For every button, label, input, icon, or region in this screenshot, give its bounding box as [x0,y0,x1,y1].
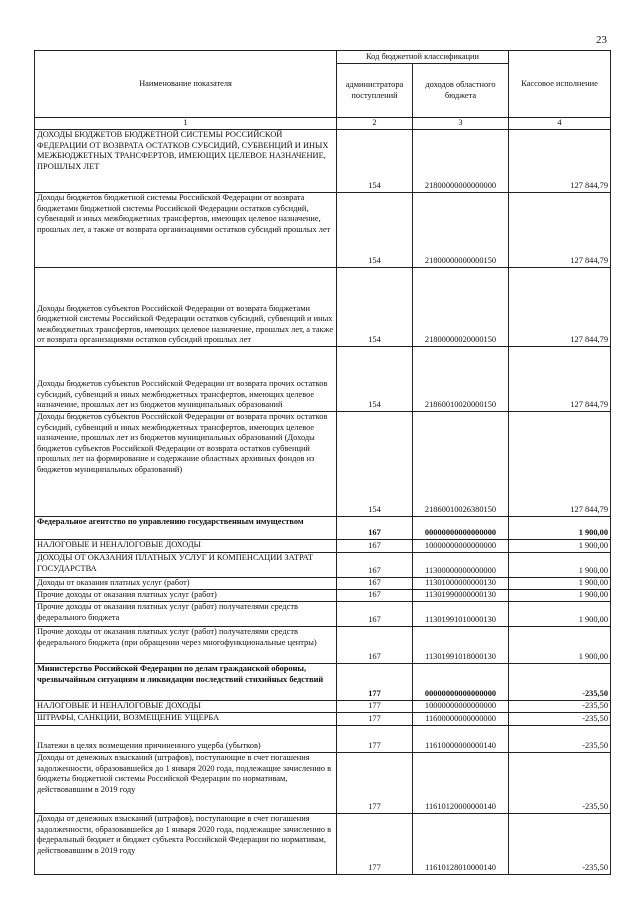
col-header-execution: Кассовое исполнение [509,51,611,118]
row-execution-value-cell: 1 900,00 [509,590,611,602]
row-name-cell: ШТРАФЫ, САНКЦИИ, ВОЗМЕЩЕНИЕ УЩЕРБА [35,713,337,726]
table-row [35,347,611,412]
table-row [35,578,611,590]
row-name-cell: Прочие доходы от оказания платных услуг (работ) получателями средств федерального бюджета (при обращении через многофункциональные центры) [35,627,337,664]
row-execution-value-cell: -235,50 [509,701,611,713]
row-execution-value-cell: -235,50 [509,713,611,726]
row-execution-value-cell: -235,50 [509,726,611,753]
row-name-cell: Доходы от денежных взысканий (штрафов), поступающие в счет погашения задолженности, образовавшейся до 1 января 2020 года, подлежащие зачислению в федеральный бюджет и бюджет субъекта Российской Федерации по нормативам, действовавшим в 2019 году [35,814,337,875]
row-admin-code-cell: 167 [337,517,413,540]
row-name-cell: Доходы от оказания платных услуг (работ) [35,578,337,590]
row-admin-code-cell: 167 [337,578,413,590]
row-admin-code-cell: 154 [337,193,413,268]
row-admin-code-cell: 154 [337,130,413,193]
row-execution-value-cell: 127 844,79 [509,412,611,517]
row-admin-code-cell: 154 [337,347,413,412]
row-name-cell: НАЛОГОВЫЕ И НЕНАЛОГОВЫЕ ДОХОДЫ [35,540,337,553]
table-row [35,193,611,268]
row-income-code-cell: 11600000000000000 [413,713,509,726]
row-admin-code-cell: 167 [337,590,413,602]
row-execution-value-cell: -235,50 [509,664,611,701]
row-income-code-cell: 11610120000000140 [413,753,509,814]
row-execution-value-cell: 1 900,00 [509,578,611,590]
row-income-code-cell: 11301990000000130 [413,590,509,602]
row-name-cell: Прочие доходы от оказания платных услуг (работ) получателями средств федерального бюджета [35,602,337,627]
row-income-code-cell: 10000000000000000 [413,540,509,553]
col-number-4: 4 [509,118,611,130]
row-name-cell: Прочие доходы от оказания платных услуг (работ) [35,590,337,602]
row-name-cell: Платежи в целях возмещения причиненного ущерба (убытков) [35,726,337,753]
row-name-cell: НАЛОГОВЫЕ И НЕНАЛОГОВЫЕ ДОХОДЫ [35,701,337,713]
table-row [35,627,611,664]
row-admin-code-cell: 167 [337,553,413,578]
row-execution-value-cell: 127 844,79 [509,347,611,412]
row-admin-code-cell: 167 [337,627,413,664]
row-execution-value-cell: 127 844,79 [509,130,611,193]
table-row [35,517,611,540]
row-income-code-cell: 11300000000000000 [413,553,509,578]
table-row [35,268,611,347]
row-name-cell: Федеральное агентство по управлению государственным имуществом [35,517,337,540]
row-income-code-cell: 21860010026380150 [413,412,509,517]
row-execution-value-cell: 1 900,00 [509,627,611,664]
table-row [35,540,611,553]
row-admin-code-cell: 154 [337,268,413,347]
row-execution-value-cell: -235,50 [509,753,611,814]
col-header-name: Наименование показателя [35,51,337,118]
col-number-2: 2 [337,118,413,130]
row-execution-value-cell: 1 900,00 [509,553,611,578]
row-execution-value-cell: 1 900,00 [509,602,611,627]
row-income-code-cell: 11301991018000130 [413,627,509,664]
row-execution-value-cell: 1 900,00 [509,517,611,540]
row-execution-value-cell: 1 900,00 [509,540,611,553]
table-row [35,753,611,814]
table-row [35,726,611,753]
column-number-row [35,118,611,130]
row-admin-code-cell: 177 [337,726,413,753]
table-row [35,664,611,701]
row-income-code-cell: 10000000000000000 [413,701,509,713]
row-admin-code-cell: 167 [337,540,413,553]
row-name-cell: Доходы бюджетов субъектов Российской Федерации от возврата прочих остатков субсидий, субвенций и иных межбюджетных трансфертов, имеющих целевое назначение, прошлых лет из бюджетов муниципальных образований (Доходы бюджетов субъектов Российской Федерации от возврата остатков субвенций прошлых лет на формирование и содержание областных архивных фондов из бюджетов муниципальных образований) [35,412,337,517]
row-admin-code-cell: 177 [337,814,413,875]
row-income-code-cell: 11610128010000140 [413,814,509,875]
row-name-cell: Министерство Российской Федерации по делам гражданской обороны, чрезвычайным ситуациям и ликвидации последствий стихийных бедствий [35,664,337,701]
table-body [35,130,611,875]
row-name-cell: Доходы бюджетов субъектов Российской Федерации от возврата бюджетами бюджетной системы Российской Федерации остатков субсидий, субвенций и иных межбюджетных трансфертов, имеющих целевое назначение, прошлых лет, а также от возврата организациями остатков субсидий прошлых лет [35,268,337,347]
col-number-3: 3 [413,118,509,130]
row-name-cell: Доходы бюджетов субъектов Российской Федерации от возврата прочих остатков субсидий, субвенций и иных межбюджетных трансфертов, имеющих целевое назначение, прошлых лет из бюджетов муниципальных образований [35,347,337,412]
row-income-code-cell: 21800000000000000 [413,130,509,193]
col-header-code-group: Код бюджетной классификации [337,51,509,64]
row-name-cell: ДОХОДЫ БЮДЖЕТОВ БЮДЖЕТНОЙ СИСТЕМЫ РОССИЙСКОЙ ФЕДЕРАЦИИ ОТ ВОЗВРАТА ОСТАТКОВ СУБСИДИЙ, СУБВЕНЦИЙ И ИНЫХ МЕЖБЮДЖЕТНЫХ ТРАНСФЕРТОВ, ИМЕЮЩИХ ЦЕЛЕВОЕ НАЗНАЧЕНИЕ, ПРОШЛЫХ ЛЕТ [35,130,337,193]
row-income-code-cell: 00000000000000000 [413,517,509,540]
table-row [35,553,611,578]
table-row [35,412,611,517]
page-number: 23 [596,34,607,46]
row-name-cell: ДОХОДЫ ОТ ОКАЗАНИЯ ПЛАТНЫХ УСЛУГ И КОМПЕНСАЦИИ ЗАТРАТ ГОСУДАРСТВА [35,553,337,578]
table-row [35,602,611,627]
col-number-1: 1 [35,118,337,130]
row-income-code-cell: 00000000000000000 [413,664,509,701]
table-row [35,590,611,602]
row-income-code-cell: 11301000000000130 [413,578,509,590]
table-row [35,713,611,726]
row-execution-value-cell: -235,50 [509,814,611,875]
col-header-income: доходов областного бюджета [413,64,509,118]
col-header-admin: администратора поступлений [337,64,413,118]
row-income-code-cell: 21800000000000150 [413,193,509,268]
table-row [35,814,611,875]
row-name-cell: Доходы бюджетов бюджетной системы Российской Федерации от возврата бюджетами бюджетной системы Российской Федерации остатков субсидий, субвенций и иных межбюджетных трансфертов, имеющих целевое назначение, прошлых лет, а также от возврата организациями остатков субсидий прошлых лет [35,193,337,268]
row-income-code-cell: 11301991010000130 [413,602,509,627]
table-row [35,701,611,713]
row-admin-code-cell: 167 [337,602,413,627]
row-execution-value-cell: 127 844,79 [509,268,611,347]
row-admin-code-cell: 177 [337,701,413,713]
row-admin-code-cell: 177 [337,753,413,814]
header-row-top [35,51,611,64]
row-admin-code-cell: 154 [337,412,413,517]
table-row [35,130,611,193]
row-income-code-cell: 11610000000000140 [413,726,509,753]
row-execution-value-cell: 127 844,79 [509,193,611,268]
row-income-code-cell: 21800000020000150 [413,268,509,347]
row-income-code-cell: 21860010020000150 [413,347,509,412]
row-name-cell: Доходы от денежных взысканий (штрафов), поступающие в счет погашения задолженности, образовавшейся до 1 января 2020 года, подлежащие зачислению в бюджеты бюджетной системы Российской Федерации по нормативам, действовавшим в 2019 году [35,753,337,814]
row-admin-code-cell: 177 [337,664,413,701]
budget-report-table [34,50,611,875]
row-admin-code-cell: 177 [337,713,413,726]
